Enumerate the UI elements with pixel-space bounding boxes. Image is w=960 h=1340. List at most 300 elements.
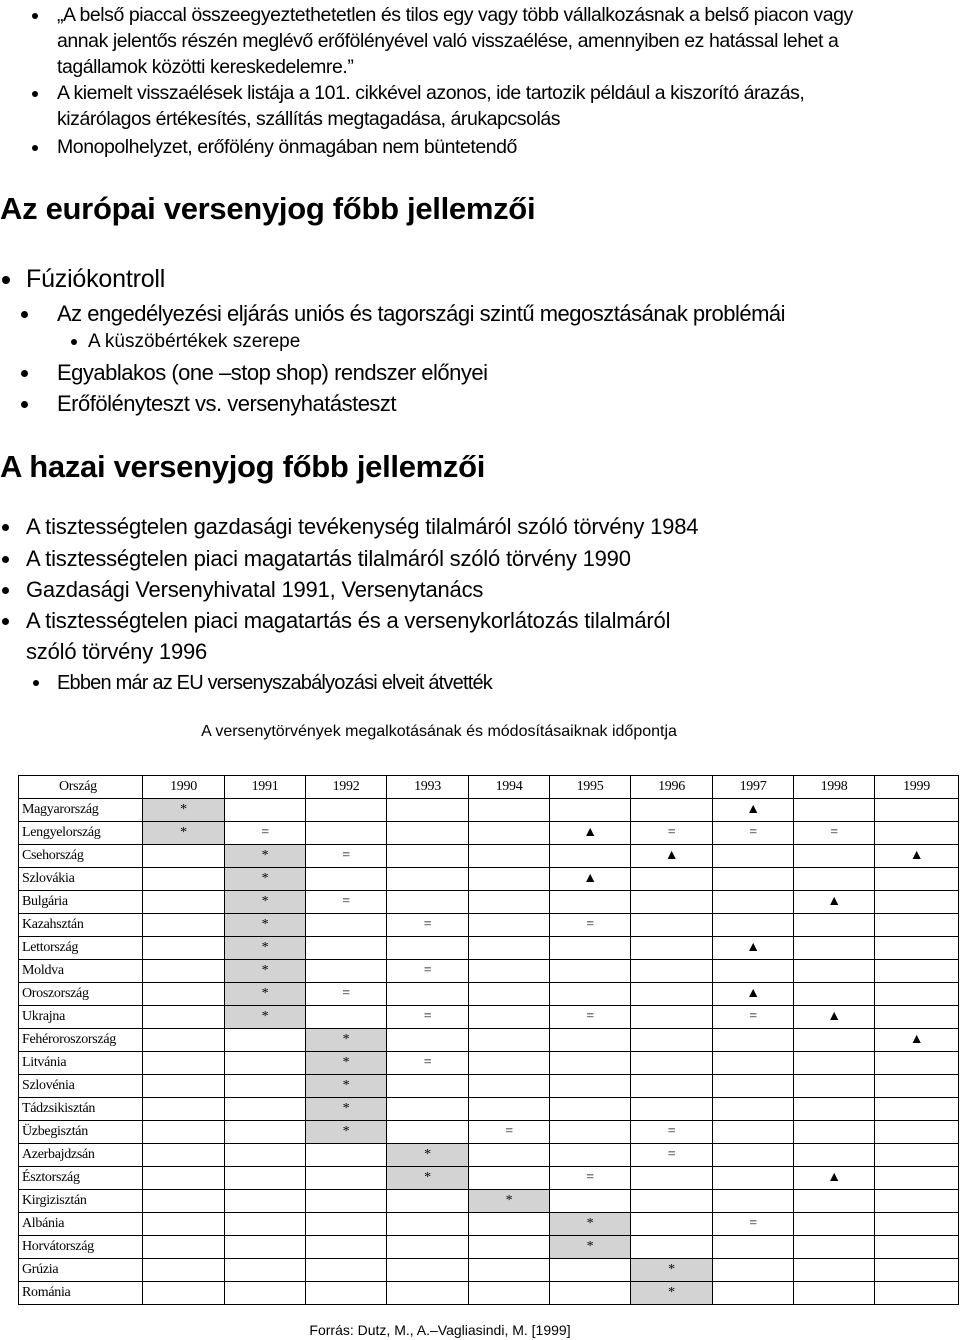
- year-cell: [875, 1006, 959, 1029]
- header-year-1994: 1994: [469, 776, 550, 799]
- year-cell: [306, 960, 387, 983]
- hu-bullet-1991: [26, 576, 483, 604]
- year-cell: [713, 1167, 794, 1190]
- year-cell: [875, 1121, 959, 1144]
- year-cell: [306, 1167, 387, 1190]
- year-cell: [225, 1236, 306, 1259]
- year-cell: [143, 1006, 225, 1029]
- year-cell: [387, 822, 469, 845]
- year-cell: [875, 1144, 959, 1167]
- year-cell: ▲: [794, 891, 875, 914]
- country-cell: Üzbegisztán: [19, 1121, 143, 1144]
- country-cell: Oroszország: [19, 983, 143, 1006]
- year-cell: =: [631, 1144, 713, 1167]
- year-cell: [550, 937, 631, 960]
- intro-line-3: tagállamok közötti kereskedelemre.”: [57, 56, 354, 78]
- year-cell: [387, 937, 469, 960]
- year-cell: [631, 960, 713, 983]
- year-cell: [143, 983, 225, 1006]
- intro-line-1: „A belső piaccal összeegyeztethetetlen és tilos egy vagy több vállalkozásnak a belső piacon vagy: [57, 4, 853, 26]
- year-cell: [875, 1213, 959, 1236]
- year-cell: [794, 799, 875, 822]
- table-row: [19, 1213, 959, 1236]
- year-cell: [794, 868, 875, 891]
- year-cell: [631, 868, 713, 891]
- year-cell: [306, 937, 387, 960]
- year-cell: [306, 1259, 387, 1282]
- year-cell: =: [550, 1006, 631, 1029]
- year-cell: [550, 1098, 631, 1121]
- year-cell: [387, 1121, 469, 1144]
- year-cell: [387, 799, 469, 822]
- year-cell: =: [713, 1213, 794, 1236]
- year-cell: [469, 868, 550, 891]
- year-cell: ▲: [550, 868, 631, 891]
- table-header-row: [19, 776, 959, 799]
- year-cell: ▲: [713, 983, 794, 1006]
- year-cell: =: [306, 845, 387, 868]
- year-cell: [225, 1144, 306, 1167]
- year-cell: =: [469, 1121, 550, 1144]
- table-row: [19, 822, 959, 845]
- hu-bullet-1990-label: A tisztességtelen piaci magatartás tilalmáról szóló törvény 1990: [26, 546, 631, 571]
- table-row: [19, 1167, 959, 1190]
- year-cell: [469, 914, 550, 937]
- year-cell: [794, 1029, 875, 1052]
- year-cell: [631, 1075, 713, 1098]
- year-cell: [143, 845, 225, 868]
- year-cell: [631, 1213, 713, 1236]
- year-cell: [875, 1075, 959, 1098]
- eu-bullet-dominance-test-label: Erőfölényteszt vs. versenyhatásteszt: [57, 391, 397, 416]
- year-cell: [794, 1213, 875, 1236]
- year-cell: [794, 1052, 875, 1075]
- header-year-1991: 1991: [225, 776, 306, 799]
- year-cell: [143, 891, 225, 914]
- year-cell: ▲: [550, 822, 631, 845]
- year-cell: *: [550, 1236, 631, 1259]
- year-cell: [469, 822, 550, 845]
- table-row: [19, 845, 959, 868]
- year-cell: [306, 1144, 387, 1167]
- year-cell: =: [550, 1167, 631, 1190]
- year-cell: [794, 1259, 875, 1282]
- table-row: [19, 960, 959, 983]
- intro-line-2: annak jelentős részén meglévő erőfölényével való visszaélése, amennyiben ez hatással lehet a: [57, 30, 839, 52]
- table-row: [19, 1098, 959, 1121]
- table-row: [19, 1029, 959, 1052]
- table-row: [19, 1259, 959, 1282]
- year-cell: [387, 983, 469, 1006]
- year-cell: [875, 1282, 959, 1305]
- year-cell: [713, 960, 794, 983]
- year-cell: [875, 822, 959, 845]
- year-cell: [875, 1236, 959, 1259]
- year-cell: [875, 799, 959, 822]
- hu-bullet-eu-principles-label: Ebben már az EU versenyszabályozási elveit átvették: [57, 672, 492, 694]
- year-cell: =: [631, 1121, 713, 1144]
- eu-bullet-one-stop-label: Egyablakos (one –stop shop) rendszer előnyei: [57, 360, 488, 385]
- table-row: [19, 937, 959, 960]
- eu-bullet-thresholds-label: A küszöbértékek szerepe: [88, 331, 301, 352]
- year-cell: *: [143, 799, 225, 822]
- year-cell: [469, 845, 550, 868]
- year-cell: [387, 1259, 469, 1282]
- year-cell: [387, 868, 469, 891]
- header-year-1995: 1995: [550, 776, 631, 799]
- year-cell: [875, 891, 959, 914]
- table-row: [19, 891, 959, 914]
- hu-bullet-1990: [26, 545, 631, 573]
- year-cell: [469, 1029, 550, 1052]
- year-cell: [143, 960, 225, 983]
- year-cell: [794, 845, 875, 868]
- year-cell: [306, 822, 387, 845]
- year-cell: [794, 1236, 875, 1259]
- year-cell: [550, 1029, 631, 1052]
- header-year-1996: 1996: [631, 776, 713, 799]
- country-cell: Azerbajdzsán: [19, 1144, 143, 1167]
- country-cell: Lengyelország: [19, 822, 143, 845]
- year-cell: ▲: [713, 937, 794, 960]
- eu-bullet-dominance-test: [57, 391, 396, 417]
- year-cell: *: [387, 1144, 469, 1167]
- year-cell: [875, 1052, 959, 1075]
- year-cell: [143, 1052, 225, 1075]
- hu-bullet-eu-principles: [57, 670, 492, 696]
- year-cell: [550, 1282, 631, 1305]
- year-cell: [550, 1144, 631, 1167]
- year-cell: [794, 1098, 875, 1121]
- year-cell: [469, 1213, 550, 1236]
- year-cell: [713, 1075, 794, 1098]
- year-cell: [713, 1282, 794, 1305]
- hu-bullet-1996-cont: szóló törvény 1996: [26, 639, 208, 664]
- year-cell: [631, 1052, 713, 1075]
- year-cell: [143, 1236, 225, 1259]
- table-row: [19, 1075, 959, 1098]
- year-cell: [550, 845, 631, 868]
- country-cell: Románia: [19, 1282, 143, 1305]
- year-cell: [875, 937, 959, 960]
- year-cell: =: [225, 822, 306, 845]
- year-cell: [469, 960, 550, 983]
- year-cell: [713, 1121, 794, 1144]
- year-cell: [631, 891, 713, 914]
- heading-hu: A hazai versenyjog főbb jellemzői: [0, 449, 486, 484]
- intro-bullet-list: [57, 81, 804, 106]
- year-cell: [306, 1006, 387, 1029]
- table-row: [19, 1006, 959, 1029]
- year-cell: [875, 914, 959, 937]
- year-cell: [143, 1167, 225, 1190]
- year-cell: [387, 1236, 469, 1259]
- year-cell: [875, 1190, 959, 1213]
- year-cell: *: [225, 960, 306, 983]
- country-cell: Albánia: [19, 1213, 143, 1236]
- year-cell: *: [550, 1213, 631, 1236]
- year-cell: [550, 1121, 631, 1144]
- year-cell: =: [550, 914, 631, 937]
- year-cell: *: [469, 1190, 550, 1213]
- year-cell: [306, 868, 387, 891]
- year-cell: *: [631, 1282, 713, 1305]
- year-cell: [469, 799, 550, 822]
- year-cell: [794, 937, 875, 960]
- year-cell: *: [225, 914, 306, 937]
- table-caption: A versenytörvények megalkotásának és módosításaiknak időpontja: [201, 723, 677, 740]
- year-cell: [225, 1167, 306, 1190]
- year-cell: [713, 1029, 794, 1052]
- year-cell: =: [713, 822, 794, 845]
- hu-bullet-1996-label: A tisztességtelen piaci magatartás és a versenykorlátozás tilalmáról: [26, 608, 671, 633]
- country-cell: Litvánia: [19, 1052, 143, 1075]
- year-cell: [550, 1075, 631, 1098]
- year-cell: [225, 1098, 306, 1121]
- year-cell: *: [225, 983, 306, 1006]
- year-cell: [794, 1282, 875, 1305]
- competition-law-table: [18, 775, 959, 1305]
- year-cell: ▲: [875, 845, 959, 868]
- year-cell: [306, 1282, 387, 1305]
- year-cell: [713, 868, 794, 891]
- year-cell: [794, 983, 875, 1006]
- year-cell: [225, 1213, 306, 1236]
- year-cell: [550, 960, 631, 983]
- intro-line-5: kizárólagos értékesítés, szállítás megtagadása, árukapcsolás: [57, 108, 561, 130]
- hu-bullet-1991-label: Gazdasági Versenyhivatal 1991, Versenytanács: [26, 577, 484, 602]
- year-cell: [143, 1121, 225, 1144]
- year-cell: [143, 914, 225, 937]
- year-cell: [631, 799, 713, 822]
- source-note: Forrás: Dutz, M., A.–Vagliasindi, M. [1999]: [309, 1322, 571, 1338]
- year-cell: [469, 1052, 550, 1075]
- country-cell: Észtország: [19, 1167, 143, 1190]
- year-cell: [713, 1259, 794, 1282]
- year-cell: [469, 1144, 550, 1167]
- year-cell: [713, 1190, 794, 1213]
- year-cell: [387, 1029, 469, 1052]
- intro-line-6: Monopolhelyzet, erőfölény önmagában nem büntetendő: [57, 136, 517, 158]
- year-cell: [469, 983, 550, 1006]
- year-cell: *: [306, 1098, 387, 1121]
- year-cell: [875, 868, 959, 891]
- hu-bullet-1984: [26, 513, 698, 541]
- eu-bullet-procedure-label: Az engedélyezési eljárás uniós és tagországi szintű megosztásának problémái: [57, 301, 786, 326]
- year-cell: [875, 1259, 959, 1282]
- year-cell: =: [794, 822, 875, 845]
- intro-bullet-quote: [57, 3, 853, 28]
- eu-bullet-procedure: [57, 301, 785, 327]
- table-row: [19, 1144, 959, 1167]
- year-cell: [225, 1029, 306, 1052]
- header-year-1999: 1999: [875, 776, 959, 799]
- year-cell: =: [306, 983, 387, 1006]
- year-cell: *: [225, 891, 306, 914]
- year-cell: [225, 1121, 306, 1144]
- year-cell: *: [225, 1006, 306, 1029]
- year-cell: [143, 1029, 225, 1052]
- year-cell: [143, 868, 225, 891]
- country-cell: Csehország: [19, 845, 143, 868]
- intro-line-4: A kiemelt visszaélések listája a 101. cikkével azonos, ide tartozik például a kiszorító árazás,: [57, 82, 805, 104]
- year-cell: [713, 1236, 794, 1259]
- year-cell: [794, 1121, 875, 1144]
- year-cell: [387, 845, 469, 868]
- year-cell: [143, 937, 225, 960]
- eu-bullet-thresholds: [88, 330, 300, 354]
- header-year-1992: 1992: [306, 776, 387, 799]
- country-cell: Moldva: [19, 960, 143, 983]
- header-year-1997: 1997: [713, 776, 794, 799]
- country-cell: Magyarország: [19, 799, 143, 822]
- year-cell: [143, 1075, 225, 1098]
- year-cell: [875, 960, 959, 983]
- year-cell: *: [225, 868, 306, 891]
- year-cell: [875, 1167, 959, 1190]
- year-cell: [631, 983, 713, 1006]
- year-cell: *: [225, 937, 306, 960]
- year-cell: [387, 1282, 469, 1305]
- year-cell: [469, 1098, 550, 1121]
- year-cell: [794, 914, 875, 937]
- year-cell: [469, 1259, 550, 1282]
- year-cell: [469, 1006, 550, 1029]
- year-cell: [713, 914, 794, 937]
- year-cell: ▲: [794, 1006, 875, 1029]
- table-row: [19, 1052, 959, 1075]
- year-cell: [306, 1190, 387, 1213]
- intro-bullet-monopoly: [57, 135, 517, 160]
- year-cell: [143, 1213, 225, 1236]
- year-cell: [469, 1075, 550, 1098]
- country-cell: Szlovénia: [19, 1075, 143, 1098]
- year-cell: [143, 1098, 225, 1121]
- table-row: [19, 1282, 959, 1305]
- country-cell: Kazahsztán: [19, 914, 143, 937]
- year-cell: [387, 1213, 469, 1236]
- header-year-1990: 1990: [143, 776, 225, 799]
- year-cell: [631, 1167, 713, 1190]
- year-cell: ▲: [794, 1167, 875, 1190]
- year-cell: [387, 1075, 469, 1098]
- year-cell: [550, 983, 631, 1006]
- year-cell: ▲: [631, 845, 713, 868]
- year-cell: [631, 1098, 713, 1121]
- year-cell: [143, 1259, 225, 1282]
- year-cell: *: [225, 845, 306, 868]
- table-row: [19, 983, 959, 1006]
- year-cell: *: [306, 1052, 387, 1075]
- year-cell: =: [387, 1006, 469, 1029]
- year-cell: =: [387, 960, 469, 983]
- year-cell: *: [306, 1075, 387, 1098]
- year-cell: [875, 1098, 959, 1121]
- year-cell: [387, 1098, 469, 1121]
- year-cell: [306, 1236, 387, 1259]
- year-cell: *: [306, 1121, 387, 1144]
- eu-bullet-merger: [26, 264, 165, 294]
- year-cell: [794, 960, 875, 983]
- eu-bullet-one-stop: [57, 360, 488, 386]
- year-cell: [225, 1282, 306, 1305]
- year-cell: [631, 937, 713, 960]
- year-cell: =: [713, 1006, 794, 1029]
- year-cell: [225, 799, 306, 822]
- year-cell: [550, 1190, 631, 1213]
- year-cell: [713, 845, 794, 868]
- year-cell: [550, 1259, 631, 1282]
- year-cell: [713, 1144, 794, 1167]
- country-cell: Lettország: [19, 937, 143, 960]
- year-cell: [550, 1052, 631, 1075]
- country-cell: Fehéroroszország: [19, 1029, 143, 1052]
- header-year-1993: 1993: [387, 776, 469, 799]
- year-cell: [469, 1282, 550, 1305]
- header-country: Ország: [19, 776, 143, 799]
- year-cell: [225, 1190, 306, 1213]
- year-cell: *: [306, 1029, 387, 1052]
- hu-bullet-1996: [26, 607, 670, 635]
- year-cell: [387, 1190, 469, 1213]
- table-row: [19, 1121, 959, 1144]
- year-cell: [550, 891, 631, 914]
- year-cell: [469, 891, 550, 914]
- table-row: [19, 799, 959, 822]
- year-cell: [713, 1098, 794, 1121]
- country-cell: Horvátország: [19, 1236, 143, 1259]
- year-cell: ▲: [875, 1029, 959, 1052]
- year-cell: [225, 1052, 306, 1075]
- year-cell: [469, 937, 550, 960]
- country-cell: Tádzsikisztán: [19, 1098, 143, 1121]
- year-cell: [794, 1144, 875, 1167]
- year-cell: =: [387, 914, 469, 937]
- year-cell: [143, 1282, 225, 1305]
- header-year-1998: 1998: [794, 776, 875, 799]
- year-cell: [631, 1190, 713, 1213]
- year-cell: [794, 1190, 875, 1213]
- country-cell: Grúzia: [19, 1259, 143, 1282]
- table-row: [19, 1190, 959, 1213]
- year-cell: [875, 983, 959, 1006]
- year-cell: [225, 1075, 306, 1098]
- year-cell: [631, 1006, 713, 1029]
- year-cell: =: [306, 891, 387, 914]
- year-cell: [794, 1075, 875, 1098]
- year-cell: [143, 1190, 225, 1213]
- year-cell: [387, 891, 469, 914]
- year-cell: [306, 1213, 387, 1236]
- year-cell: [631, 914, 713, 937]
- year-cell: [631, 1236, 713, 1259]
- year-cell: [713, 891, 794, 914]
- country-cell: Ukrajna: [19, 1006, 143, 1029]
- table-row: [19, 868, 959, 891]
- country-cell: Szlovákia: [19, 868, 143, 891]
- country-cell: Bulgária: [19, 891, 143, 914]
- year-cell: [469, 1167, 550, 1190]
- heading-eu: Az európai versenyjog főbb jellemzői: [0, 191, 536, 226]
- year-cell: [306, 799, 387, 822]
- year-cell: *: [387, 1167, 469, 1190]
- table-row: [19, 1236, 959, 1259]
- year-cell: *: [631, 1259, 713, 1282]
- year-cell: =: [631, 822, 713, 845]
- country-cell: Kirgizisztán: [19, 1190, 143, 1213]
- year-cell: [306, 914, 387, 937]
- eu-bullet-merger-label: Fúziókontroll: [26, 265, 166, 293]
